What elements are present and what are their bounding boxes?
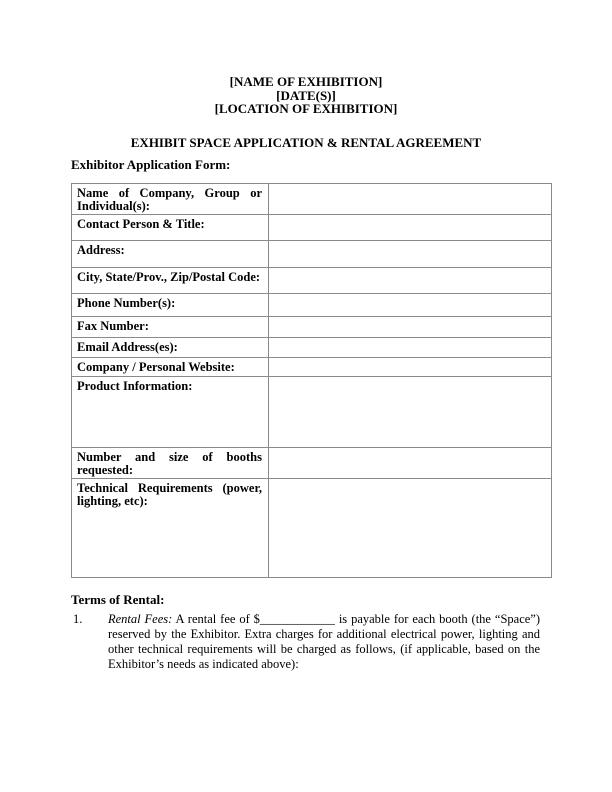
field-input-contact-person[interactable] <box>269 214 552 240</box>
table-row <box>72 376 552 447</box>
field-label-email: Email Address(es): <box>72 337 269 357</box>
field-label-fax: Fax Number: <box>72 316 269 337</box>
document-title: EXHIBIT SPACE APPLICATION & RENTAL AGREEMENT <box>130 134 482 150</box>
term-lead-rental-fees: Rental Fees: <box>108 612 173 626</box>
field-input-company-name[interactable] <box>269 183 552 214</box>
form-section-heading: Exhibitor Application Form: <box>71 157 231 172</box>
field-input-fax[interactable] <box>269 316 552 337</box>
field-label-company-name: Name of Company, Group or Individual(s): <box>72 183 269 214</box>
field-input-address[interactable] <box>269 240 552 267</box>
field-label-phone: Phone Number(s): <box>72 293 269 316</box>
exhibition-dates-placeholder: [DATE(S)] <box>276 87 336 103</box>
term-text-rental-fees: A rental fee of $____________ is payable for each booth (the “Space”) reserved by the Exhibitor. Extra charges for additional electrical power, lighting and other technical requirements will be charged as follows, (if applicable, based on the Exhibitor’s needs as indicated above): <box>108 612 540 671</box>
field-input-phone[interactable] <box>269 293 552 316</box>
table-row <box>72 357 552 376</box>
field-label-website: Company / Personal Website: <box>72 357 269 376</box>
terms-heading: Terms of Rental: <box>71 591 165 607</box>
exhibition-header <box>0 0 612 116</box>
field-label-technical-requirements: Technical Requirements (power, lighting, etc): <box>72 478 269 577</box>
table-row <box>72 337 552 357</box>
field-input-product-info[interactable] <box>269 376 552 447</box>
field-input-email[interactable] <box>269 337 552 357</box>
field-input-technical-requirements[interactable] <box>269 478 552 577</box>
table-row <box>72 447 552 478</box>
table-row <box>72 267 552 293</box>
field-label-booths: Number and size of booths requested: <box>72 447 269 478</box>
table-row <box>72 183 552 214</box>
table-row <box>72 316 552 337</box>
list-number: 1. <box>73 612 83 626</box>
field-label-contact-person: Contact Person & Title: <box>72 214 269 240</box>
field-input-booths[interactable] <box>269 447 552 478</box>
field-label-product-info: Product Information: <box>72 376 269 447</box>
table-row <box>72 478 552 577</box>
field-input-city-state-zip[interactable] <box>269 267 552 293</box>
field-input-website[interactable] <box>269 357 552 376</box>
field-label-address: Address: <box>72 240 269 267</box>
exhibition-name-placeholder: [NAME OF EXHIBITION] <box>229 74 383 89</box>
field-label-city-state-zip: City, State/Prov., Zip/Postal Code: <box>72 267 269 293</box>
terms-item-1 <box>73 612 540 672</box>
table-row <box>72 240 552 267</box>
exhibitor-application-table <box>71 183 552 578</box>
table-row <box>72 293 552 316</box>
table-row <box>72 214 552 240</box>
exhibition-location-placeholder: [LOCATION OF EXHIBITION] <box>214 101 398 116</box>
